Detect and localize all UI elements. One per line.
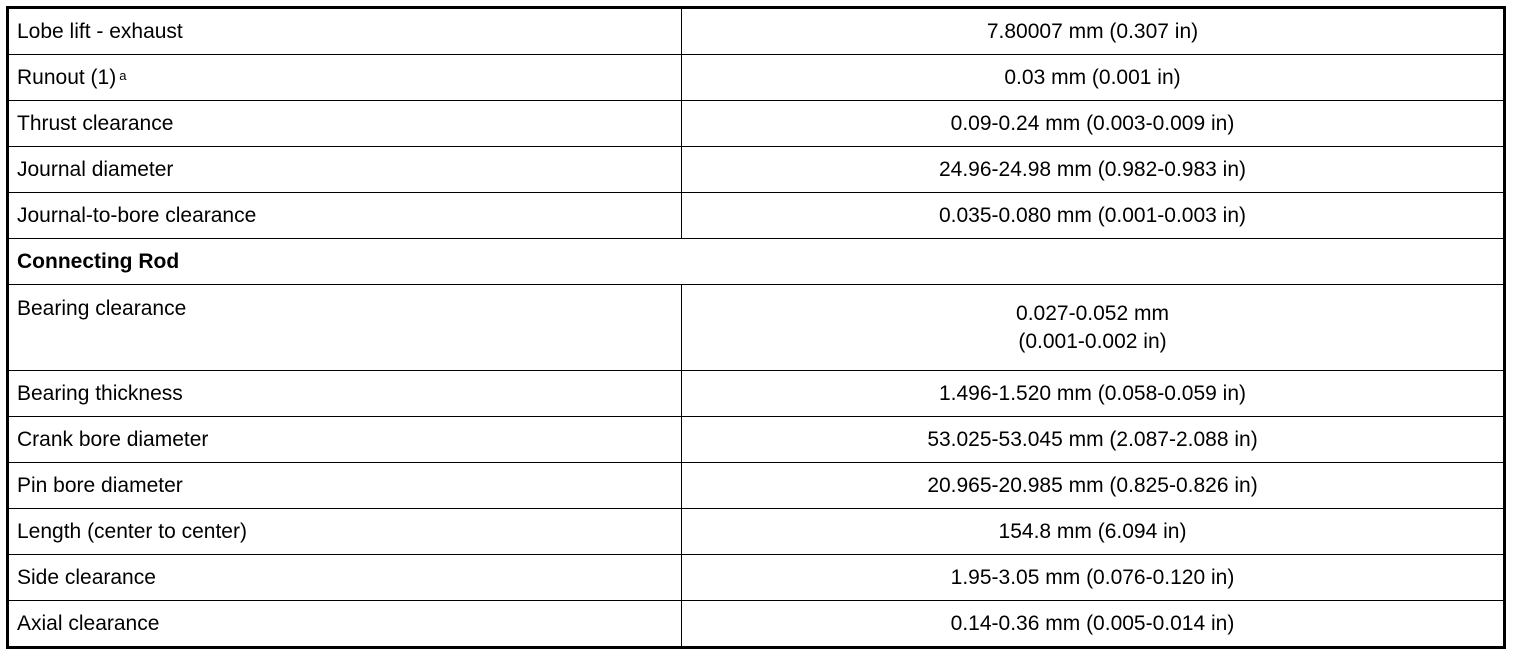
table-row [8,417,1505,463]
spec-label: Bearing thickness [8,371,682,417]
specification-table [6,6,1506,649]
spec-label: Crank bore diameter [8,417,682,463]
spec-label: Pin bore diameter [8,463,682,509]
spec-label: Bearing clearance [8,285,682,371]
spec-value: 0.035-0.080 mm (0.001-0.003 in) [682,193,1505,239]
section-header-row [8,239,1505,285]
spec-label: Runout (1) [17,65,117,89]
spec-value: 53.025-53.045 mm (2.087-2.088 in) [682,417,1505,463]
spec-value-line: (0.001-0.002 in) [1018,329,1167,353]
table-row [8,147,1505,193]
spec-label: Length (center to center) [8,509,682,555]
spec-value: 24.96-24.98 mm (0.982-0.983 in) [682,147,1505,193]
table-row [8,371,1505,417]
spec-value: 0.14-0.36 mm (0.005-0.014 in) [682,601,1505,648]
table-row [8,193,1505,239]
spec-value-cell [682,285,1505,371]
table-row [8,509,1505,555]
spec-value: 0.03 mm (0.001 in) [682,55,1505,101]
spec-value: 154.8 mm (6.094 in) [682,509,1505,555]
section-title: Connecting Rod [8,239,1505,285]
table-row [8,555,1505,601]
spec-value: 1.496-1.520 mm (0.058-0.059 in) [682,371,1505,417]
spec-label: Thrust clearance [8,101,682,147]
table-row [8,8,1505,55]
spec-label: Side clearance [8,555,682,601]
table-row [8,101,1505,147]
spec-value: 7.80007 mm (0.307 in) [682,8,1505,55]
spec-label: Journal diameter [8,147,682,193]
footnote-marker: a [119,67,127,83]
spec-value-line: 0.027-0.052 mm [1016,301,1169,325]
spec-label: Journal-to-bore clearance [8,193,682,239]
table-row [8,285,1505,371]
spec-label: Lobe lift - exhaust [8,8,682,55]
table-row [8,601,1505,648]
spec-label-cell [8,55,682,101]
spec-value: 0.09-0.24 mm (0.003-0.009 in) [682,101,1505,147]
spec-label: Axial clearance [8,601,682,648]
spec-value: 1.95-3.05 mm (0.076-0.120 in) [682,555,1505,601]
spec-value: 20.965-20.985 mm (0.825-0.826 in) [682,463,1505,509]
table-row [8,463,1505,509]
table-row [8,55,1505,101]
